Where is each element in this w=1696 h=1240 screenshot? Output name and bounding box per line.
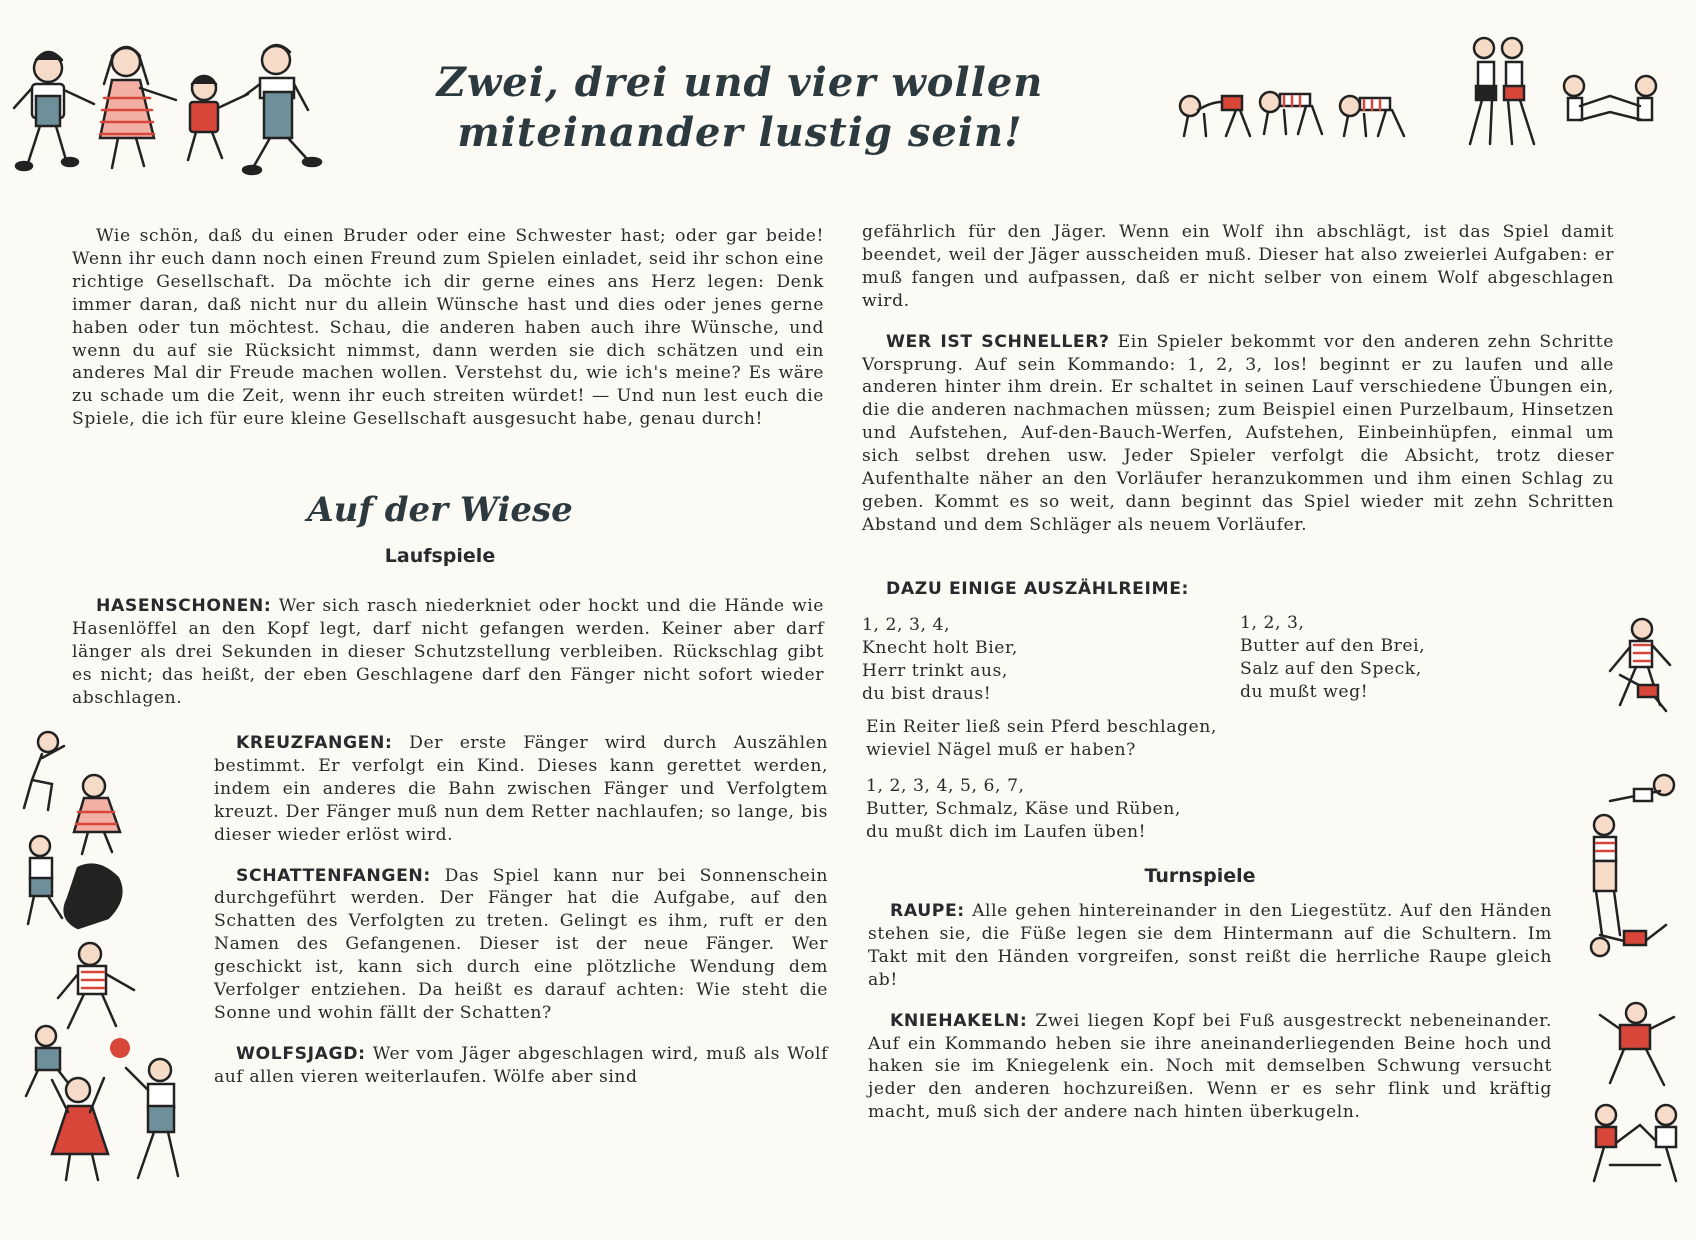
rhyme-line: Herr trinkt aus, bbox=[862, 661, 1008, 681]
children-gymnastics-illustration bbox=[1580, 615, 1690, 1195]
rhyme-1 bbox=[862, 614, 1018, 706]
rhyme-line: Ein Reiter ließ sein Pferd beschlagen, bbox=[866, 717, 1217, 737]
rhyme-2 bbox=[1240, 612, 1425, 704]
game-heading: HASENSCHONEN: bbox=[96, 596, 272, 616]
right-lower-column bbox=[868, 900, 1552, 1124]
game-text: Wer vom Jäger abgeschlagen wird, muß als Wolf auf allen vieren weiterlaufen. Wölfe aber sind bbox=[214, 1043, 828, 1087]
rhyme-4 bbox=[866, 775, 1181, 844]
game-heading: RAUPE: bbox=[890, 901, 965, 921]
game-text: Das Spiel kann nur bei Sonnenschein durchgeführt werden. Der Fänger hat die Aufgabe, auf den Schatten des Verfolgten zu treten. Gelingt es ihm, ruft er den Namen des Gefangenen. Dieser ist der neue Fänger. Wer geschickt ist, kann sich durch eine plötzliche Wendung dem Verfolger entziehen. Da heißt es darauf achten: Wie steht die Sonne und wohin fällt der Schatten? bbox=[214, 865, 828, 1023]
children-crawling-illustration bbox=[1170, 36, 1670, 156]
rhyme-line: 1, 2, 3, 4, bbox=[862, 615, 951, 635]
right-upper-column bbox=[862, 221, 1614, 537]
title-line-2: miteinander lustig sein! bbox=[457, 109, 1023, 156]
rhyme-3 bbox=[866, 716, 1217, 762]
game-text: Ein Spieler bekommt vor den anderen zehn Schritte Vorsprung. Auf sein Kommando: 1, 2, 3, los! beginnt er zu laufen und alle anderen hinter ihm drein. Er schaltet in seinen Lauf verschiedene Übungen ein, die die anderen nachmachen müssen; zum Beispiel einen Purzelbaum, Hinsetzen und Aufstehen, Auf-den-Bauch-Werfen, Aufstehen, Einbeinhüpfen, einmal um sich selbst drehen usw. Jeder Spieler verfolgt die Absicht, trotz dieser Aufenthalte näher an den Vorläufer heranzukommen und ihm einen Schlag zu geben. Kommt es so weit, dann beginnt das Spiel wieder mit zehn Schritten Abstand und dem Schläger als neuem Vorläufer. bbox=[862, 331, 1614, 535]
left-lower-column bbox=[214, 732, 828, 1089]
game-text: Zwei liegen Kopf bei Fuß ausgestreckt nebeneinander. Auf ein Kommando heben sie ihre aneinanderliegenden Beine hoch und haken sie im Kniegelenk ein. Noch mit demselben Schwung versucht jeder den anderen hochzureißen. Wenn er es sehr flink und kräftig macht, muß sich der andere nach hinten überkugeln. bbox=[868, 1010, 1552, 1123]
intro-paragraph bbox=[72, 225, 824, 431]
rhyme-line: Butter auf den Brei, bbox=[1240, 636, 1426, 656]
children-playing-illustration bbox=[8, 728, 208, 1193]
subtitle-turnspiele: Turnspiele bbox=[1144, 865, 1256, 887]
rhyme-line: Knecht holt Bier, bbox=[862, 638, 1018, 658]
rhyme-line: Salz auf den Speck, bbox=[1240, 659, 1422, 679]
rhyme-line: wieviel Nägel muß er haben? bbox=[866, 740, 1136, 760]
game-heading: KREUZFANGEN: bbox=[236, 733, 393, 753]
game-text: Der erste Fänger wird durch Auszählen bestimmt. Er verfolgt ein Kind. Dieses kann gerettet werden, indem ein anderes die Bahn zwischen Fänger und Verfolgtem kreuzt. Der Fänger muß nun dem Retter nachlaufen; so lange, bis dieser wieder erlöst wird. bbox=[214, 733, 828, 845]
game-heading: SCHATTENFANGEN: bbox=[236, 865, 431, 886]
subtitle-laufspiele: Laufspiele bbox=[384, 545, 496, 567]
game-text: Wer sich rasch niederkniet oder hockt und die Hände wie Hasenlöffel an den Kopf legt, darf nicht gefangen werden. Keiner aber darf länger als drei Sekunden in dieser Schutzstellung verbleiben. Rückschlag gibt es nicht; das heißt, der eben Geschlagene darf den Fänger nicht sofort wieder abschlagen. bbox=[72, 596, 824, 708]
rhyme-line: du bist draus! bbox=[862, 684, 992, 704]
intro-text: Wie schön, daß du einen Bruder oder eine Schwester hast; oder gar beide! Wenn ihr euch dann noch einen Freund zum Spielen einladet, seid ihr schon eine richtige Gesellschaft. Da möchte ich dir gerne eines ans Herz legen: Denk immer daran, daß nicht nur du allein Wünsche hast und dies oder jenes gerne haben oder tun möchtest. Schau, die anderen haben auch ihre Wünsche, und wenn du auf sie Rücksicht nimmst, dann werden sie dich schätzen und ein anderes Mal dir Freude machen wollen. Verstehst du, wie ich's meine? Es wäre zu schade um die Zeit, wenn ihr euch streiten würdet! — Und nun lest euch die Spiele, die ich für eure kleine Gesellschaft ausgesucht habe, genau durch! bbox=[72, 226, 824, 430]
game-heading: WER IST SCHNELLER? bbox=[886, 331, 1110, 352]
wolf-continued-text: gefährlich für den Jäger. Wenn ein Wolf ihn abschlägt, ist das Spiel damit beendet, weil der Jäger ausscheiden muß. Dieser hat also zweierlei Aufgaben: er muß fangen und aufpassen, daß er nicht selber von einem Wolf abgeschlagen wird. bbox=[862, 222, 1614, 311]
rhyme-line: du mußt weg! bbox=[1240, 682, 1369, 702]
rhyme-line: 1, 2, 3, bbox=[1240, 613, 1305, 633]
rhyme-line: 1, 2, 3, 4, 5, 6, 7, bbox=[866, 776, 1025, 796]
rhyme-line: Butter, Schmalz, Käse und Rüben, bbox=[866, 799, 1181, 819]
game-text: Alle gehen hintereinander in den Liegestütz. Auf den Händen stehen sie, die Füße legen sie dem Hintermann auf die Schultern. Im Takt mit den Händen vorgreifen, sonst reißt die herrliche Raupe gleich ab! bbox=[868, 901, 1552, 990]
title-line-1: Zwei, drei und vier wollen bbox=[436, 59, 1044, 106]
game-heading: KNIEHAKELN: bbox=[890, 1010, 1028, 1031]
game-heading: WOLFSJAGD: bbox=[236, 1043, 366, 1064]
page-title bbox=[390, 58, 1090, 158]
rhyme-line: du mußt dich im Laufen üben! bbox=[866, 822, 1147, 842]
section-title: Auf der Wiese bbox=[307, 490, 573, 530]
game-hasenschonen bbox=[72, 595, 824, 710]
rhymes-heading: DAZU EINIGE AUSZÄHLREIME: bbox=[886, 579, 1190, 599]
children-running-illustration bbox=[8, 38, 338, 188]
